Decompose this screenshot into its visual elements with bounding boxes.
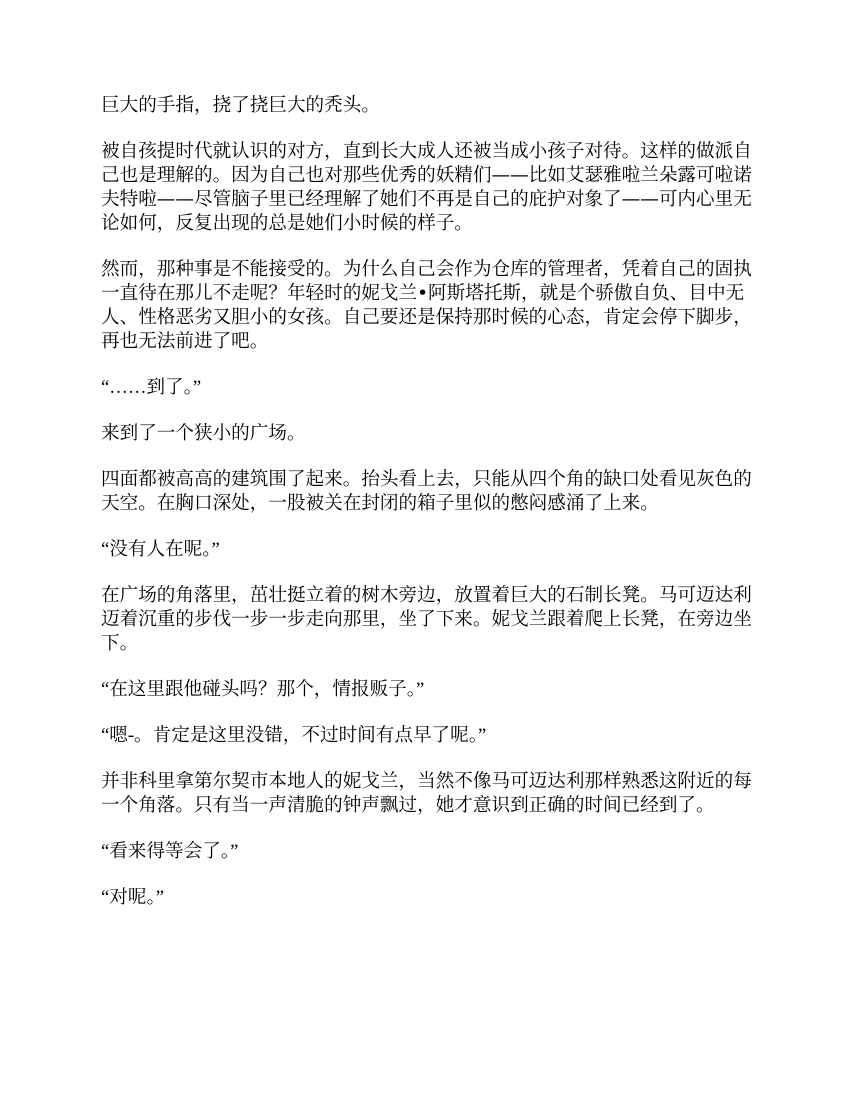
paragraph: 四面都被高高的建筑围了起来。抬头看上去，只能从四个角的缺口处看见灰色的天空。在胸口深处，一股被关在封闭的箱子里似的憋闷感涌了上来。	[101, 469, 752, 514]
dialogue-line: “没有人在呢。”	[101, 539, 220, 560]
document-body	[101, 94, 753, 932]
paragraph: 在广场的角落里，茁壮挺立着的树木旁边，放置着巨大的石制长凳。马可迈达利迈着沉重的步伐一步一步走向那里，坐了下来。妮戈兰跟着爬上长凳，在旁边坐下。	[101, 585, 752, 654]
dialogue-line: “看来得等会了。”	[101, 841, 239, 862]
paragraph: 被自孩提时代就认识的对方，直到长大成人还被当成小孩子对待。这样的做派自己也是理解的。因为自己也对那些优秀的妖精们——比如艾瑟雅啦兰朵露可啦诺夫特啦——尽管脑子里已经理解了她们不再是自己的庇护对象了——可内心里无论如何，反复出现的总是她们小时候的样子。	[101, 141, 752, 234]
dialogue-line: “对呢。”	[101, 887, 164, 908]
paragraph: 然而，那种事是不能接受的。为什么自己会作为仓库的管理者，凭着自己的固执一直待在那儿不走呢？年轻时的妮戈兰•阿斯塔托斯，就是个骄傲自负、目中无人、性格恶劣又胆小的女孩。自己要还是保持那时候的心态，肯定会停下脚步，再也无法前进了吧。	[101, 259, 752, 352]
paragraph: 并非科里拿第尔契市本地人的妮戈兰，当然不像马可迈达利那样熟悉这附近的每一个角落。只有当一声清脆的钟声飘过，她才意识到正确的时间已经到了。	[101, 771, 752, 816]
dialogue-line: “嗯-。肯定是这里没错，不过时间有点早了呢。”	[101, 725, 487, 746]
paragraph: 巨大的手指，挠了挠巨大的秃头。	[101, 95, 380, 116]
dialogue-line: “在这里跟他碰头吗？那个，情报贩子。”	[101, 679, 425, 700]
paragraph: 来到了一个狭小的广场。	[101, 423, 306, 444]
dialogue-line: “……到了。”	[101, 377, 202, 398]
